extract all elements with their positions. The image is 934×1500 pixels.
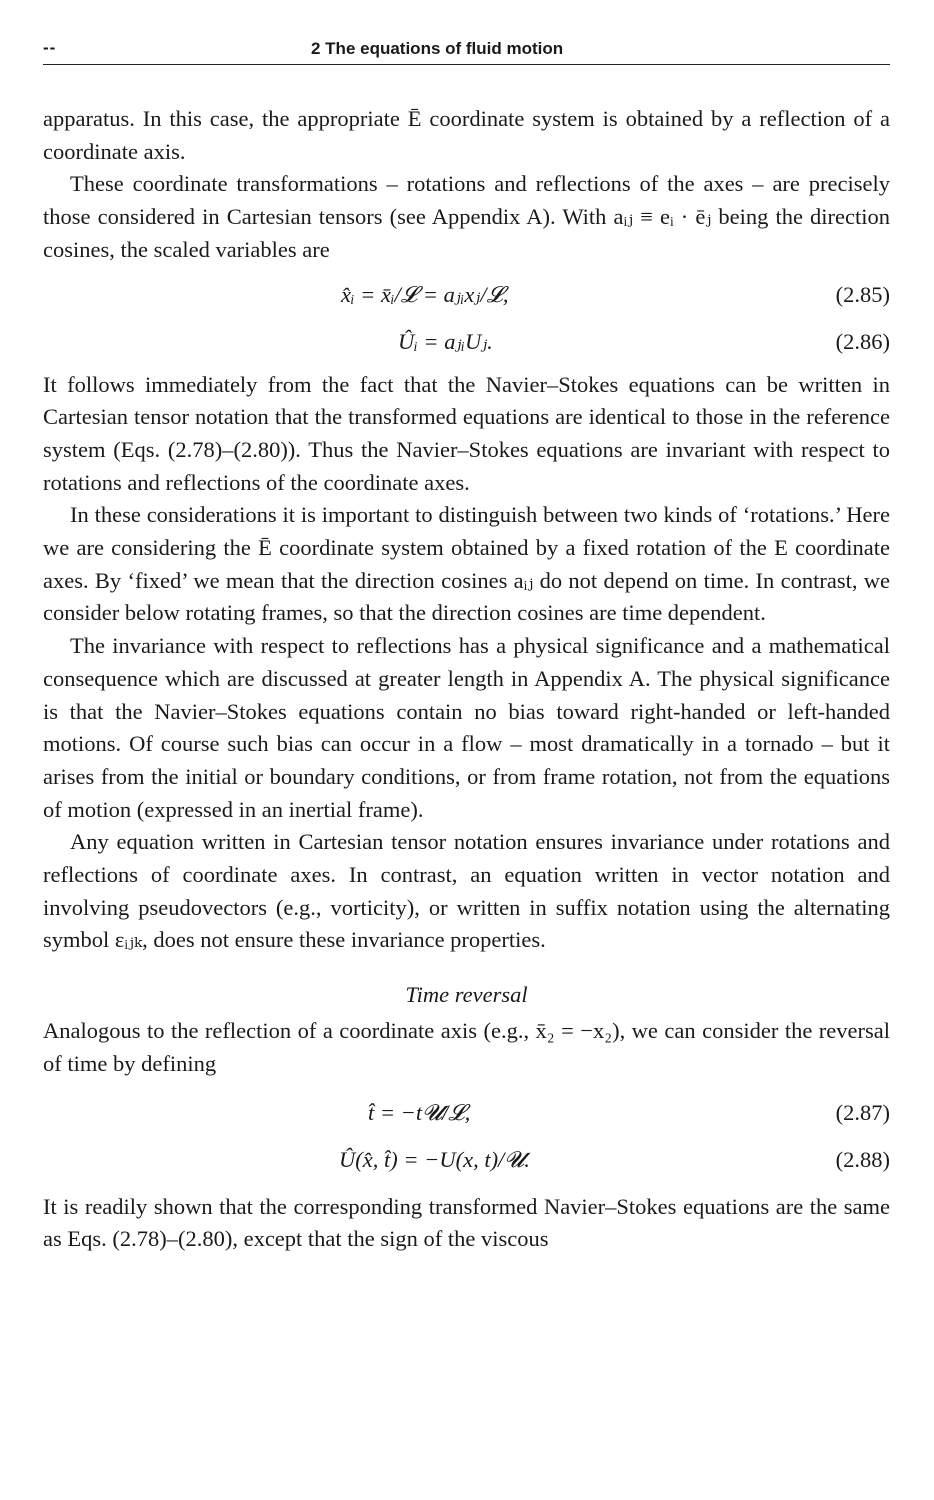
paragraph-8: It is readily shown that the corresponding transformed Navier–Stokes equations are the same as Eqs. (2.78)–(2.80), except that the sign of the viscous [43, 1193, 890, 1252]
running-head [43, 36, 890, 65]
equation-2-86 [43, 322, 890, 361]
paragraph-4: In these considerations it is important to distinguish between two kinds of ‘rotations.’ Here we are considering the Ē coordinate system obtained by a fixed rotation of the E coordinate axes. By ‘fixed’ we mean that the direction cosines aᵢⱼ do not depend on time. In contrast, we consider below rotating frames, so that the direction cosines are time dependent. [43, 502, 890, 626]
paragraph-7: Analogous to the reflection of a coordinate axis (e.g., x̄₂ = −x₂), we can consider the reversal of time by defining [43, 1018, 890, 1076]
section-heading-time-reversal: Time reversal [405, 982, 528, 1008]
equation-2-88-body: Û(x̂, t̂) = −U(x, t)/𝓤. [339, 1146, 530, 1172]
paragraph-5: The invariance with respect to reflections has a physical significance and a mathematical consequence which are discussed at greater length in Appendix A. The physical significance is that the Navier–Stokes equations contain no bias toward right-handed or left-handed motions. Of course such bias can occur in a flow – most dramatically in a tornado – but it arises from the initial or boundary conditions, or from frame rotation, not from the equations of motion (expressed in an inertial frame). [43, 633, 890, 822]
equation-2-87 [43, 1093, 890, 1132]
paragraph-3: It follows immediately from the fact that the Navier–Stokes equations can be written in Cartesian tensor notation that the transformed equations are identical to those in the reference system (Eqs. (2.78)–(2.80)). Thus the Navier–Stokes equations are invariant with respect to rotations and reflections of the coordinate axes. [43, 371, 890, 495]
equation-2-85-number: (2.85) [835, 281, 890, 307]
equation-2-87-number: (2.87) [835, 1099, 890, 1125]
body-text [43, 103, 890, 1256]
equation-2-88-number: (2.88) [835, 1146, 890, 1172]
paragraph-6: Any equation written in Cartesian tensor notation ensures invariance under rotations and reflections of coordinate axes. In contrast, an equation written in vector notation and involving pseudovectors (e.g., vorticity), or written in suffix notation using the alternating symbol εᵢⱼₖ, does not ensure these invariance properties. [43, 829, 890, 953]
running-head-title: 2 The equations of fluid motion [311, 39, 564, 58]
equation-2-88 [43, 1140, 890, 1179]
paragraph-2: These coordinate transformations – rotations and reflections of the axes – are precisely those considered in Cartesian tensors (see Appendix A). With aᵢⱼ ≡ eᵢ · ēⱼ being the direction cosines, the scaled variables are [43, 171, 890, 262]
equation-2-87-body: t̂ = −t𝓤/𝓛, [368, 1099, 471, 1125]
equation-2-86-body: Ûᵢ = aⱼᵢUⱼ. [398, 328, 493, 354]
equation-2-86-number: (2.86) [835, 328, 890, 354]
equation-2-85-body: x̂ᵢ = x̄ᵢ/𝓛 = aⱼᵢxⱼ/𝓛, [341, 281, 509, 307]
page-number: -- [43, 38, 57, 57]
paragraph-1: apparatus. In this case, the appropriate Ē coordinate system is obtained by a reflection of a coordinate axis. [43, 106, 890, 164]
equation-2-85 [43, 275, 890, 314]
